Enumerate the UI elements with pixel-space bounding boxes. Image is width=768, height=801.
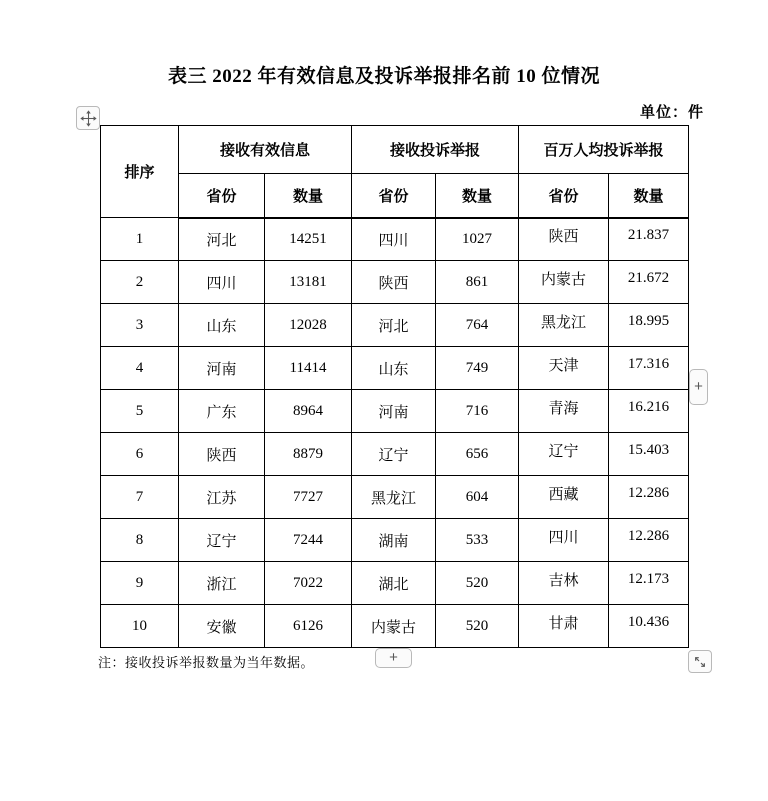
table-row (101, 519, 689, 562)
table-body (101, 218, 689, 648)
count-header[interactable]: 数量 (265, 174, 352, 218)
valid-info-count-cell[interactable]: 7022 (265, 562, 352, 605)
per-million-province-cell[interactable]: 青海 (519, 390, 609, 433)
count-header[interactable]: 数量 (436, 174, 519, 218)
per-million-count-cell[interactable]: 16.216 (609, 390, 689, 433)
complaint-province-cell[interactable]: 山东 (352, 347, 436, 390)
per-million-province-cell[interactable]: 西藏 (519, 476, 609, 519)
complaint-count-cell[interactable]: 656 (436, 433, 519, 476)
valid-info-count-cell[interactable]: 8964 (265, 390, 352, 433)
valid-info-province-cell[interactable]: 辽宁 (179, 519, 265, 562)
complaint-count-cell[interactable]: 604 (436, 476, 519, 519)
complaint-province-cell[interactable]: 河北 (352, 304, 436, 347)
valid-info-province-cell[interactable]: 河南 (179, 347, 265, 390)
table-caption: 表三 2022 年有效信息及投诉举报排名前 10 位情况 (167, 66, 600, 87)
valid-info-province-cell[interactable]: 河北 (179, 218, 265, 261)
per-million-province-cell[interactable]: 吉林 (519, 562, 609, 605)
table-row (101, 304, 689, 347)
complaint-count-cell[interactable]: 749 (436, 347, 519, 390)
valid-info-count-cell[interactable]: 8879 (265, 433, 352, 476)
valid-info-count-cell[interactable]: 7727 (265, 476, 352, 519)
table-row (101, 218, 689, 261)
valid-info-province-cell[interactable]: 浙江 (179, 562, 265, 605)
complaint-count-cell[interactable]: 520 (436, 605, 519, 648)
unit-label: 单位：件 (639, 105, 704, 121)
plus-icon: + (389, 648, 398, 666)
valid-info-province-cell[interactable]: 广东 (179, 390, 265, 433)
valid-info-count-cell[interactable]: 11414 (265, 347, 352, 390)
table-row (101, 261, 689, 304)
add-column-button[interactable] (689, 369, 708, 405)
valid-info-count-cell[interactable]: 7244 (265, 519, 352, 562)
complaint-province-cell[interactable]: 辽宁 (352, 433, 436, 476)
province-header[interactable]: 省份 (179, 174, 265, 218)
valid-info-count-cell[interactable]: 6126 (265, 605, 352, 648)
complaint-province-cell[interactable]: 陕西 (352, 261, 436, 304)
group-header-per-million[interactable]: 百万人均投诉举报 (519, 126, 689, 174)
rank-cell[interactable]: 4 (101, 347, 179, 390)
complaint-count-cell[interactable]: 520 (436, 562, 519, 605)
per-million-province-cell[interactable]: 内蒙古 (519, 261, 609, 304)
resize-table-handle[interactable] (688, 650, 712, 673)
complaint-count-cell[interactable]: 716 (436, 390, 519, 433)
table-row (101, 390, 689, 433)
valid-info-province-cell[interactable]: 山东 (179, 304, 265, 347)
per-million-province-cell[interactable]: 天津 (519, 347, 609, 390)
rank-cell[interactable]: 3 (101, 304, 179, 347)
footnote: 注：接收投诉举报数量为当年数据。 (98, 655, 315, 670)
table-row (101, 605, 689, 648)
rank-cell[interactable]: 2 (101, 261, 179, 304)
complaint-count-cell[interactable]: 861 (436, 261, 519, 304)
table-row (101, 433, 689, 476)
valid-info-count-cell[interactable]: 13181 (265, 261, 352, 304)
valid-info-province-cell[interactable]: 陕西 (179, 433, 265, 476)
rank-cell[interactable]: 7 (101, 476, 179, 519)
complaint-count-cell[interactable]: 533 (436, 519, 519, 562)
table-row (101, 562, 689, 605)
valid-info-province-cell[interactable]: 江苏 (179, 476, 265, 519)
table-move-handle[interactable] (76, 106, 100, 130)
province-header[interactable]: 省份 (519, 174, 609, 218)
per-million-province-cell[interactable]: 四川 (519, 519, 609, 562)
rank-header[interactable]: 排序 (101, 126, 179, 218)
table-row (101, 476, 689, 519)
per-million-count-cell[interactable]: 17.316 (609, 347, 689, 390)
ranking-table (100, 125, 689, 648)
complaint-province-cell[interactable]: 河南 (352, 390, 436, 433)
rank-cell[interactable]: 9 (101, 562, 179, 605)
rank-cell[interactable]: 8 (101, 519, 179, 562)
per-million-count-cell[interactable]: 21.672 (609, 261, 689, 304)
rank-cell[interactable]: 6 (101, 433, 179, 476)
per-million-province-cell[interactable]: 陕西 (519, 218, 609, 261)
complaint-count-cell[interactable]: 764 (436, 304, 519, 347)
resize-diagonal-icon (692, 654, 708, 670)
valid-info-count-cell[interactable]: 12028 (265, 304, 352, 347)
group-header-valid-info[interactable]: 接收有效信息 (179, 126, 352, 174)
per-million-province-cell[interactable]: 黑龙江 (519, 304, 609, 347)
per-million-count-cell[interactable]: 15.403 (609, 433, 689, 476)
per-million-count-cell[interactable]: 18.995 (609, 304, 689, 347)
complaint-province-cell[interactable]: 内蒙古 (352, 605, 436, 648)
add-row-button[interactable] (375, 648, 412, 668)
rank-cell[interactable]: 10 (101, 605, 179, 648)
per-million-count-cell[interactable]: 12.286 (609, 476, 689, 519)
count-header[interactable]: 数量 (609, 174, 689, 218)
complaint-province-cell[interactable]: 四川 (352, 218, 436, 261)
valid-info-province-cell[interactable]: 安徽 (179, 605, 265, 648)
per-million-province-cell[interactable]: 甘肃 (519, 605, 609, 648)
table-header (101, 126, 689, 218)
per-million-count-cell[interactable]: 12.173 (609, 562, 689, 605)
move-icon (80, 110, 97, 127)
per-million-count-cell[interactable]: 21.837 (609, 218, 689, 261)
complaint-province-cell[interactable]: 湖南 (352, 519, 436, 562)
complaint-province-cell[interactable]: 湖北 (352, 562, 436, 605)
per-million-count-cell[interactable]: 12.286 (609, 519, 689, 562)
per-million-province-cell[interactable]: 辽宁 (519, 433, 609, 476)
plus-icon: + (694, 377, 703, 395)
complaint-count-cell[interactable]: 1027 (436, 218, 519, 261)
province-header[interactable]: 省份 (352, 174, 436, 218)
valid-info-province-cell[interactable]: 四川 (179, 261, 265, 304)
table-row (101, 347, 689, 390)
group-header-complaints[interactable]: 接收投诉举报 (352, 126, 519, 174)
complaint-province-cell[interactable]: 黑龙江 (352, 476, 436, 519)
rank-cell[interactable]: 1 (101, 218, 179, 261)
per-million-count-cell[interactable]: 10.436 (609, 605, 689, 648)
valid-info-count-cell[interactable]: 14251 (265, 218, 352, 261)
rank-cell[interactable]: 5 (101, 390, 179, 433)
